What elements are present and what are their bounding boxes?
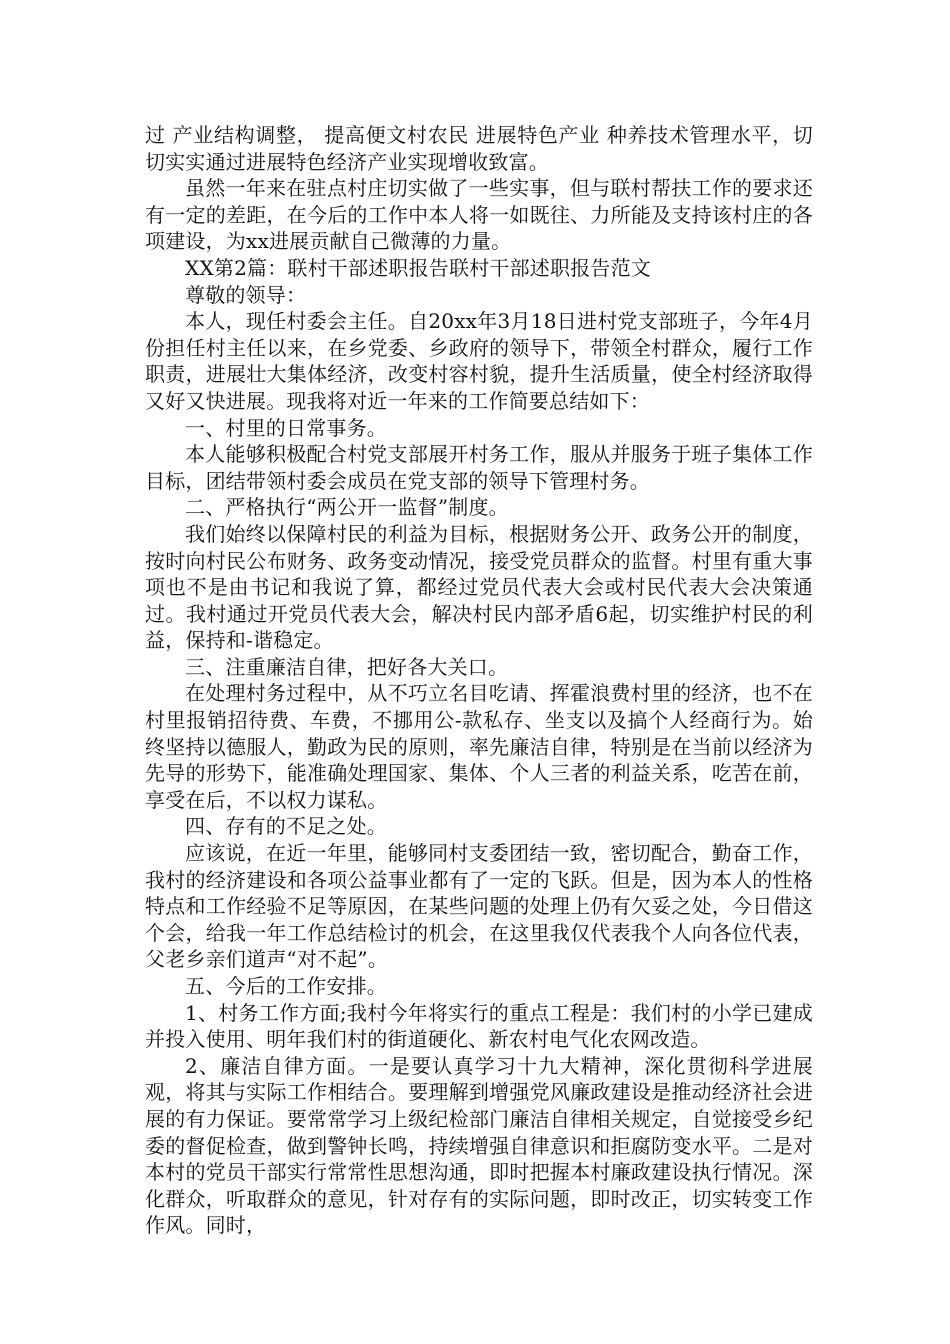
section-body-3: 在处理村务过程中，从不巧立名目吃请、挥霍浪费村里的经济，也不在村里报销招待费、车费，不挪用公-款私存、坐支以及搞个人经商行为。始终坚持以德服人，勤政为民的原则，率先廉洁自律，特别是在当前以经济为先导的形势下，能准确处理国家、集体、个人三者的利益关系，吃苦在前，享受在后，不以权力谋私。 (145, 681, 813, 812)
section-heading-5: 五、今后的工作安排。 (185, 974, 387, 998)
section-heading-4: 四、存有的不足之处。 (185, 814, 387, 839)
section-body-5-item-1: 1、村务工作方面;我村今年将实行的重点工程是：我们村的小学已建成并投入使用、明年我们村的街道硬化、新农村电气化农网改造。 (145, 1000, 813, 1052)
section-heading-2: 二、严格执行“两公开一监督”制度。 (185, 495, 509, 520)
article-title: XX第2篇：联村干部述职报告联村干部述职报告范文 (185, 255, 652, 280)
section-heading-3: 三、注重廉洁自律，把好各大关口。 (185, 654, 509, 679)
paragraph-2: 虽然一年来在驻点村庄切实做了一些实事，但与联村帮扶工作的要求还有一定的差距，在今后的工作中本人将一如既往、力所能及支持该村庄的各项建设，为xx进展贡献自己微薄的力量。 (145, 176, 813, 254)
paragraph-1: 过 产业结构调整， 提高便文村农民 进展特色产业 种养技术管理水平，切切实实通过进展特色经济产业实现增收致富。 (145, 123, 813, 174)
section-body-4: 应该说，在近一年里，能够同村支委团结一致，密切配合，勤奋工作，我村的经济建设和各项公益事业都有了一定的飞跃。但是，因为本人的性格特点和工作经验不足等原因，在某些问题的处理上仍有欠妥之处，今日借这个会，给我一年工作总结检讨的机会，在这里我仅代表我个人向各位代表，父老乡亲们道声“对不起”。 (145, 841, 813, 972)
section-body-1: 本人能够积极配合村党支部展开村务工作，服从并服务于班子集体工作目标，团结带领村委会成员在党支部的领导下管理村务。 (145, 442, 813, 493)
section-body-2: 我们始终以保障村民的利益为目标，根据财务公开、政务公开的制度，按时向村民公布财务、政务变动情况，接受党员群众的监督。村里有重大事项也不是由书记和我说了算，都经过党员代表大会或村民代表大会决策通过。我村通过开党员代表大会，解决村民内部矛盾6起，切实维护村民的利益，保持和-谐稳定。 (145, 521, 813, 653)
paragraph-intro: 本人，现任村委会主任。自20xx年3月18日进村党支部班子，今年4月份担任村主任以来，在乡党委、乡政府的领导下，带领全村群众，履行工作职责，进展壮大集体经济，改变村容村貌，提升生活质量，使全村经济取得又好又快进展。现我将对近一年来的工作简要总结如下： (145, 309, 813, 413)
document-body (145, 122, 813, 1239)
section-heading-1: 一、村里的日常事务。 (185, 415, 387, 440)
salutation: 尊敬的领导： (185, 282, 307, 307)
section-body-5-item-2: 2、廉洁自律方面。一是要认真学习十九大精神，深化贯彻科学进展观，将其与实际工作相结合。要理解到增强党风廉政建设是推动经济社会进展的有力保证。要常常学习上级纪检部门廉洁自律相关规定，自觉接受乡纪委的督促检查，做到警钟长鸣，持续增强自律意识和拒腐防变水平。二是对本村的党员干部实行常常性思想沟通，即时把握本村廉政建设执行情况。深化群众，听取群众的意见，针对存有的实际问题，即时改正，切实转变工作作风。同时， (145, 1053, 813, 1238)
